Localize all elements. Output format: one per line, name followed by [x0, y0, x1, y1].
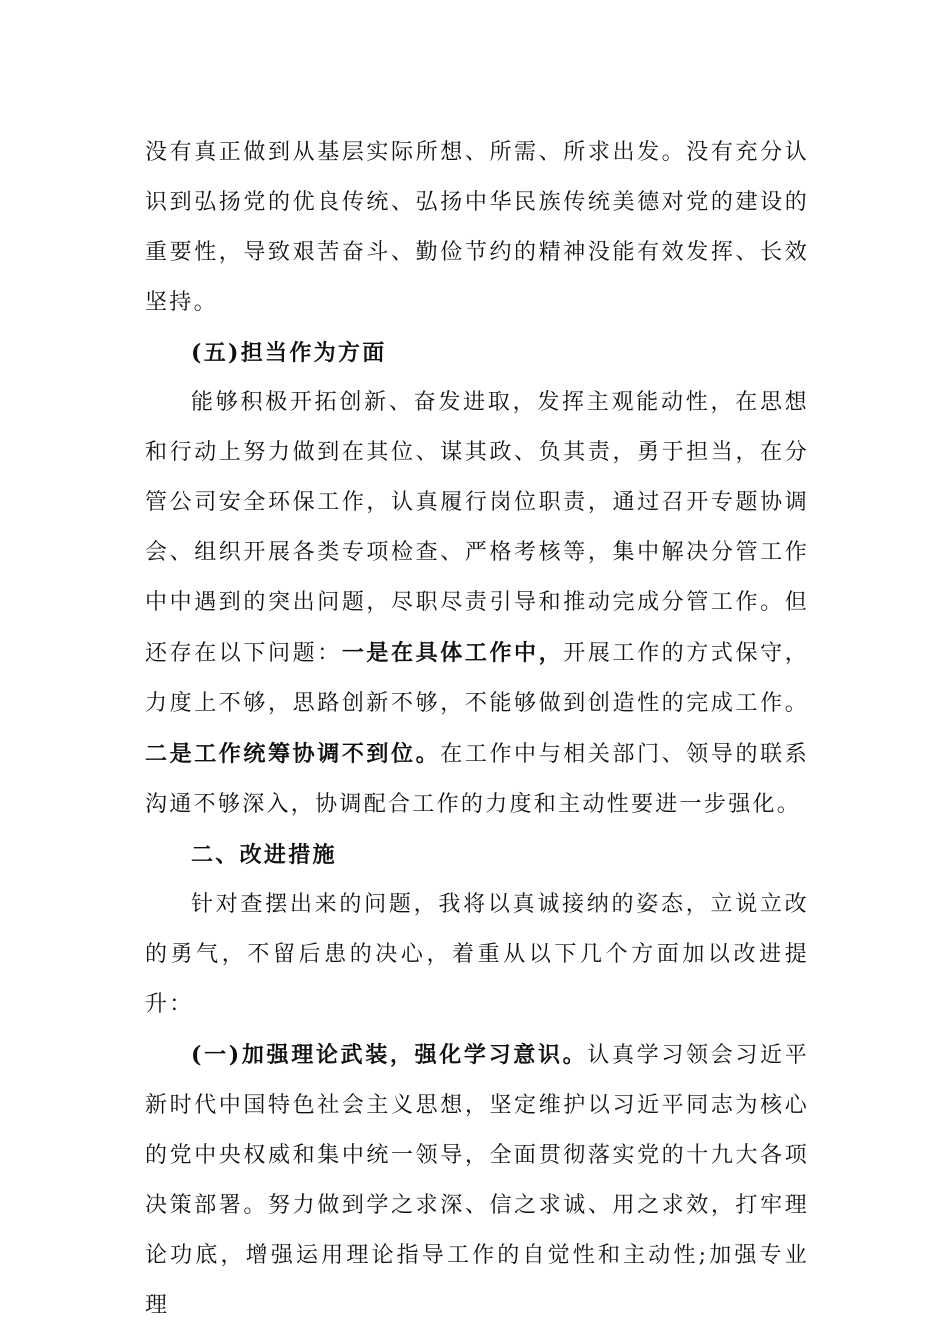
paragraph-accountability [145, 378, 809, 830]
document-page [145, 128, 809, 1331]
paragraph-text: 在工作中与相关部门、领导的联系沟通不够深入，协调配合工作的力度和主动性要进一步强化。 [145, 742, 809, 817]
section-heading-accountability: (五)担当作为方面 [191, 340, 387, 366]
paragraph-text: 能够积极开拓创新、奋发进取，发挥主观能动性，在思想和行动上努力做到在其位、谋其政、负其责，勇于担当，在分管公司安全环保工作，认真履行岗位职责，通过召开专题协调会、组织开展各类专项检查、严格考核等，集中解决分管工作中中遇到的突出问题，尽职尽责引导和推动完成分管工作。但还存在以下问题： [145, 390, 809, 666]
bold-point-two: 二是工作统筹协调不到位。 [145, 741, 441, 767]
paragraph-continuation: 没有真正做到从基层实际所想、所需、所求出发。没有充分认识到弘扬党的优良传统、弘扬中华民族传统美德对党的建设的重要性，导致艰苦奋斗、勤俭节约的精神没能有效发挥、长效坚持。 [145, 140, 809, 315]
paragraph-text: 开展工作的方式保守，力度上不够，思路创新不够，不能够做到创造性的完成工作。 [145, 641, 809, 716]
bold-subheading-theory: (一)加强理论武装，强化学习意识。 [191, 1042, 588, 1068]
paragraph-theory [145, 1030, 809, 1331]
paragraph-text: 认真学习领会习近平新时代中国特色社会主义思想，坚定维护以习近平同志为核心的党中央权威和集中统一领导，全面贯彻落实党的十九大各项决策部署。努力做到学之求深、信之求诚、用之求效，打牢理论功底，增强运用理论指导工作的自觉性和主动性;加强专业理 [145, 1043, 809, 1318]
paragraph-improvement-intro: 针对查摆出来的问题，我将以真诚接纳的姿态，立说立改的勇气，不留后患的决心，着重从以下几个方面加以改进提升： [145, 892, 809, 1017]
bold-point-one: 一是在具体工作中， [341, 640, 564, 666]
section-heading-improvement: 二、改进措施 [191, 842, 337, 868]
